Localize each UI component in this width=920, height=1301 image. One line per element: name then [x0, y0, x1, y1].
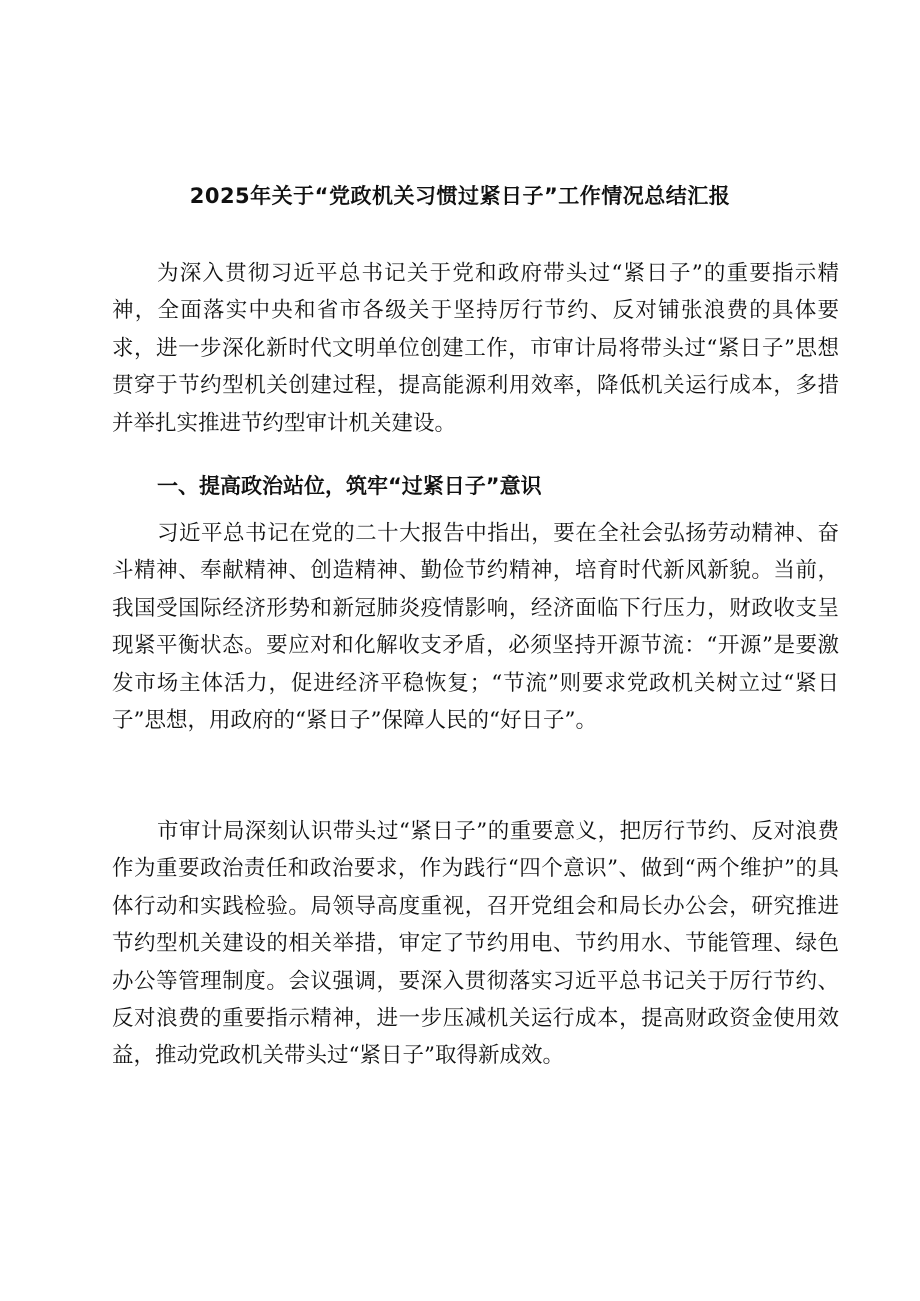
section-paragraph-1: 习近平总书记在党的二十大报告中指出，要在全社会弘扬劳动精神、奋斗精神、奉献精神、创造精神、勤俭节约精神，培育时代新风新貌。当前，我国受国际经济形势和新冠肺炎疫情影响，经济面临下行压力，财政收支呈现紧平衡状态。要应对和化解收支矛盾，必须坚持开源节流：“开源”是要激发市场主体活力，促进经济平稳恢复；“节流”则要求党政机关树立过“紧日子”思想，用政府的“紧日子”保障人民的“好日子”。 [112, 521, 839, 734]
intro-paragraph: 为深入贯彻习近平总书记关于党和政府带头过“紧日子”的重要指示精神，全面落实中央和省市各级关于坚持厉行节约、反对铺张浪费的具体要求，进一步深化新时代文明单位创建工作，市审计局将带头过“紧日子”思想贯穿于节约型机关创建过程，提高能源利用效率，降低机关运行成本，多措并举扎实推进节约型审计机关建设。 [112, 261, 839, 436]
document-title: 2025年关于“党政机关习惯过紧日子”工作情况总结汇报 [189, 184, 731, 209]
section-paragraph-2: 市审计局深刻认识带头过“紧日子”的重要意义，把厉行节约、反对浪费作为重要政治责任和政治要求，作为践行“四个意识”、做到“两个维护”的具体行动和实践检验。局领导高度重视，召开党组会和局长办公会，研究推进节约型机关建设的相关举措，审定了节约用电、节约用水、节能管理、绿色办公等管理制度。会议强调，要深入贯彻落实习近平总书记关于厉行节约、反对浪费的重要指示精神，进一步压减机关运行成本，提高财政资金使用效益，推动党政机关带头过“紧日子”取得新成效。 [112, 819, 839, 1069]
section-heading: 一、提高政治站位，筑牢“过紧日子”意识 [157, 474, 542, 498]
